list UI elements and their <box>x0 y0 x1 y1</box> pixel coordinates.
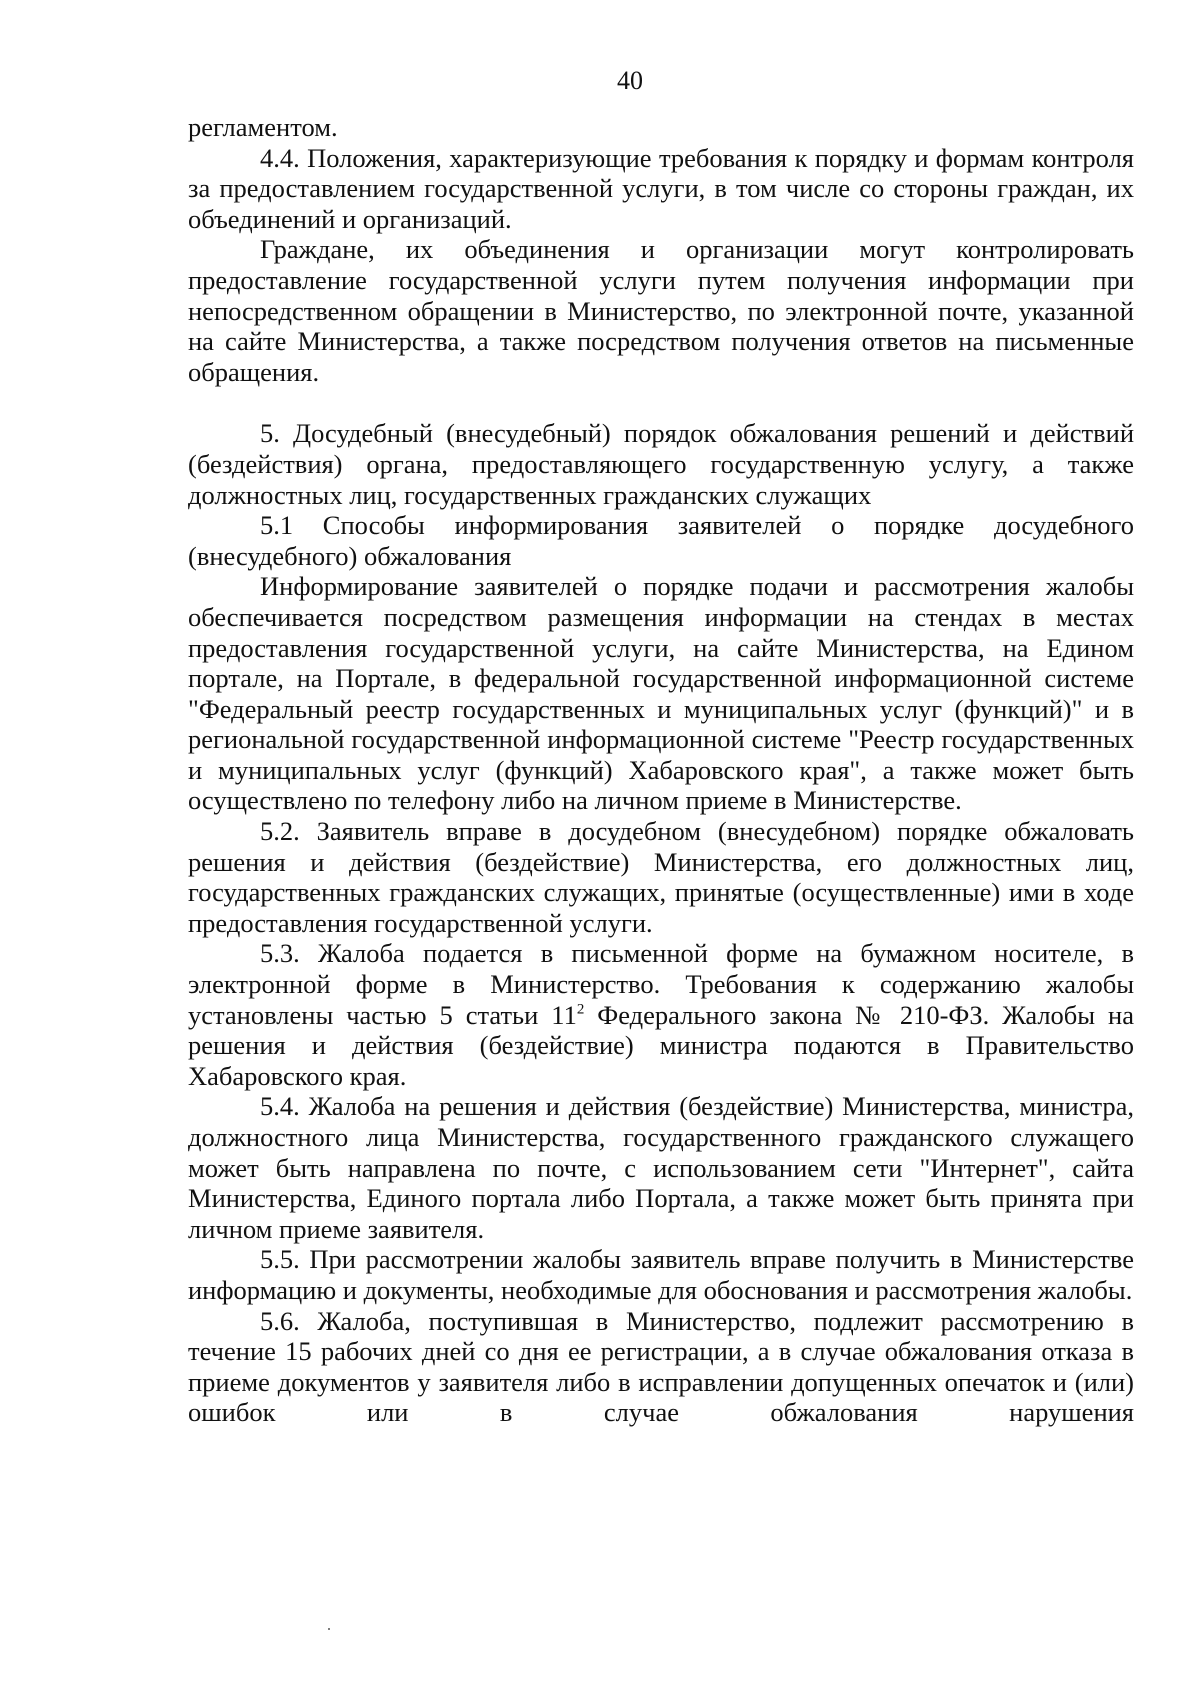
paragraph-4-4: 4.4. Положения, характеризующие требования к порядку и формам контроля за предоставлением государственной услуги, в том числе со стороны граждан, их объединений и организаций. <box>188 142 1134 234</box>
superscript-article-number: 2 <box>576 1001 585 1018</box>
paragraph-5-2: 5.2. Заявитель вправе в досудебном (внесудебном) порядке обжаловать решения и действия (бездействие) Министерства, его должностных лиц, государственных гражданских служащих, принятые (осуществленные) ими в ходе предоставления государственной услуги. <box>188 816 1134 938</box>
page-number: 40 <box>617 66 643 95</box>
paragraph-continuation: регламентом. <box>188 112 338 142</box>
document-body <box>188 112 1134 1428</box>
paragraph-5-3-text-after: Федерального закона № 210-ФЗ. Жалобы на решения и действия (бездействие) министра подаются в Правительство Хабаровского края. <box>188 999 1134 1091</box>
paragraph-5-5: 5.5. При рассмотрении жалобы заявитель вправе получить в Министерстве информацию и документы, необходимые для обоснования и рассмотрения жалобы. <box>188 1244 1134 1305</box>
paragraph-5-4: 5.4. Жалоба на решения и действия (бездействие) Министерства, министра, должностного лица Министерства, государственного гражданского служащего может быть направлена по почте, с использованием сети "Интернет", сайта Министерства, Единого портала либо Портала, а также может быть принята при личном приеме заявителя. <box>188 1091 1134 1244</box>
paragraph-5-3-text-before: 5.3. Жалоба подается в письменной форме на бумажном носителе, в электронной форме в Министерство. Требования к содержанию жалобы установлены частью 5 статьи 11 <box>188 938 1134 1030</box>
scan-speck <box>328 1628 330 1630</box>
paragraph-5-3 <box>188 938 1134 1091</box>
paragraph-5-6: 5.6. Жалоба, поступившая в Министерство, подлежит рассмотрению в течение 15 рабочих дней со дня ее регистрации, а в случае обжалования отказа в приеме документов у заявителя либо в исправлении допущенных опечаток и (или) ошибок или в случае обжалования нарушения <box>188 1305 1134 1428</box>
section-5-heading: 5. Досудебный (внесудебный) порядок обжалования решений и действий (бездействия) органа, предоставляющего государственную услугу, а также должностных лиц, государственных гражданских служащих <box>188 418 1134 510</box>
subsection-5-1-heading: 5.1 Способы информирования заявителей о порядке досудебного (внесудебного) обжалования <box>188 510 1134 571</box>
paragraph-citizens-control: Граждане, их объединения и организации могут контролировать предоставление государственной услуги путем получения информации при непосредственном обращении в Министерство, по электронной почте, указанной на сайте Министерства, а также посредством получения ответов на письменные обращения. <box>188 234 1134 387</box>
paragraph-informing: Информирование заявителей о порядке подачи и рассмотрения жалобы обеспечивается посредством размещения информации на стендах в местах предоставления государственной услуги, на сайте Министерства, на Едином портале, на Портале, в федеральной государственной информационной системе "Федеральный реестр государственных и муниципальных услуг (функций)" и в региональной государственной информационной системе "Реестр государственных и муниципальных услуг (функций) Хабаровского края", а также может быть осуществлено по телефону либо на личном приеме в Министерстве. <box>188 571 1134 816</box>
